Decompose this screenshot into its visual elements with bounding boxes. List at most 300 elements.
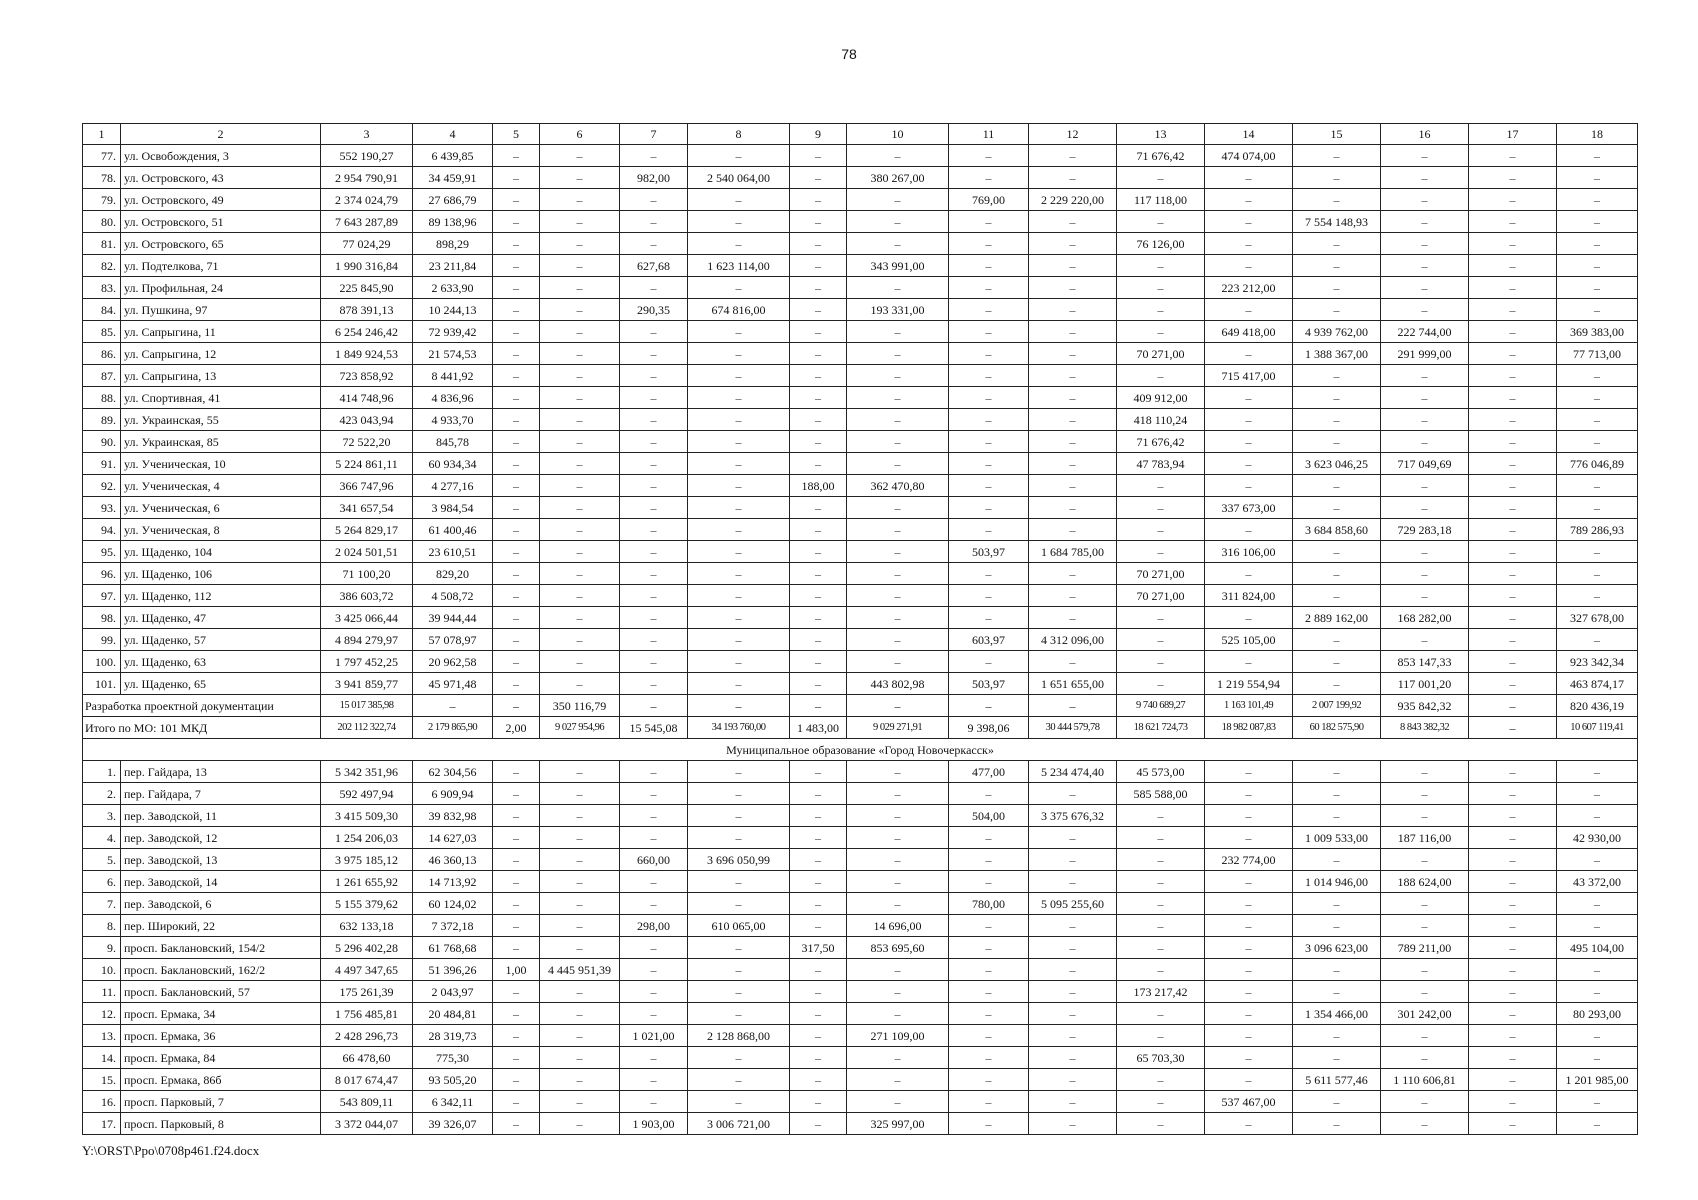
table-row: [83, 365, 1638, 387]
value-cell: –: [1205, 233, 1293, 255]
value-cell: –: [1029, 937, 1117, 959]
value-cell: –: [540, 233, 620, 255]
table-row: [83, 1025, 1638, 1047]
value-cell: 9 029 271,91: [847, 717, 949, 739]
value-cell: –: [847, 1091, 949, 1113]
table-row: [83, 255, 1638, 277]
row-number: 16.: [83, 1091, 121, 1113]
address-cell: просп. Ермака, 34: [121, 1003, 321, 1025]
value-cell: 409 912,00: [1117, 387, 1205, 409]
value-cell: –: [1469, 827, 1557, 849]
value-cell: –: [493, 607, 540, 629]
value-cell: –: [790, 1025, 847, 1047]
value-cell: –: [1469, 233, 1557, 255]
value-cell: –: [949, 167, 1029, 189]
value-cell: –: [620, 145, 688, 167]
value-cell: –: [493, 563, 540, 585]
value-cell: 28 319,73: [413, 1025, 493, 1047]
address-cell: просп. Парковый, 8: [121, 1113, 321, 1135]
table-row: [83, 761, 1638, 783]
value-cell: 61 768,68: [413, 937, 493, 959]
column-header: 4: [413, 124, 493, 145]
value-cell: –: [688, 365, 790, 387]
row-number: 3.: [83, 805, 121, 827]
value-cell: 552 190,27: [321, 145, 413, 167]
value-cell: –: [1293, 233, 1381, 255]
value-cell: 1 651 655,00: [1029, 673, 1117, 695]
value-cell: –: [1557, 849, 1638, 871]
value-cell: –: [1293, 1113, 1381, 1135]
address-cell: ул. Пушкина, 97: [121, 299, 321, 321]
value-cell: –: [1029, 959, 1117, 981]
value-cell: 42 930,00: [1557, 827, 1638, 849]
file-path-footer: Y:\ORST\Ppo\0708p461.f24.docx: [82, 1143, 260, 1158]
value-cell: –: [790, 453, 847, 475]
value-cell: –: [790, 959, 847, 981]
value-cell: –: [790, 343, 847, 365]
value-cell: 503,97: [949, 673, 1029, 695]
value-cell: –: [493, 167, 540, 189]
address-cell: ул. Сапрыгина, 13: [121, 365, 321, 387]
address-cell: пер. Заводской, 6: [121, 893, 321, 915]
value-cell: –: [790, 387, 847, 409]
value-cell: –: [1381, 585, 1469, 607]
value-cell: –: [620, 233, 688, 255]
row-number: 7.: [83, 893, 121, 915]
value-cell: 30 444 579,78: [1029, 717, 1117, 739]
value-cell: 715 417,00: [1205, 365, 1293, 387]
value-cell: 77 024,29: [321, 233, 413, 255]
value-cell: –: [620, 871, 688, 893]
row-number: 95.: [83, 541, 121, 563]
value-cell: –: [620, 761, 688, 783]
table-row: [83, 387, 1638, 409]
value-cell: –: [847, 805, 949, 827]
address-cell: ул. Ученическая, 10: [121, 453, 321, 475]
value-cell: 61 400,46: [413, 519, 493, 541]
value-cell: –: [1293, 761, 1381, 783]
table-row: [83, 871, 1638, 893]
table-row: [83, 189, 1638, 211]
value-cell: –: [847, 365, 949, 387]
value-cell: –: [493, 1069, 540, 1091]
value-cell: –: [1469, 167, 1557, 189]
value-cell: –: [1205, 937, 1293, 959]
value-cell: –: [847, 761, 949, 783]
value-cell: –: [1293, 1025, 1381, 1047]
address-cell: ул. Островского, 65: [121, 233, 321, 255]
section-title: Муниципальное образование «Город Новочеркасск»: [83, 739, 1638, 761]
value-cell: 4 312 096,00: [1029, 629, 1117, 651]
address-cell: ул. Освобождения, 3: [121, 145, 321, 167]
table-row: [83, 145, 1638, 167]
value-cell: –: [540, 1003, 620, 1025]
value-cell: –: [847, 277, 949, 299]
value-cell: –: [1469, 915, 1557, 937]
value-cell: –: [1029, 695, 1117, 717]
value-cell: –: [493, 1047, 540, 1069]
value-cell: –: [1205, 827, 1293, 849]
value-cell: –: [1469, 145, 1557, 167]
value-cell: –: [1469, 673, 1557, 695]
value-cell: –: [1557, 893, 1638, 915]
value-cell: –: [1381, 981, 1469, 1003]
value-cell: –: [620, 1069, 688, 1091]
value-cell: 386 603,72: [321, 585, 413, 607]
column-header: 12: [1029, 124, 1117, 145]
column-header: 16: [1381, 124, 1469, 145]
value-cell: –: [847, 893, 949, 915]
value-cell: –: [790, 761, 847, 783]
value-cell: –: [847, 1069, 949, 1091]
value-cell: 225 845,90: [321, 277, 413, 299]
value-cell: –: [949, 497, 1029, 519]
value-cell: –: [949, 827, 1029, 849]
table-row: [83, 607, 1638, 629]
value-cell: 43 372,00: [1557, 871, 1638, 893]
value-cell: –: [1557, 563, 1638, 585]
value-cell: –: [688, 497, 790, 519]
value-cell: –: [1029, 871, 1117, 893]
value-cell: –: [790, 519, 847, 541]
value-cell: –: [1029, 255, 1117, 277]
value-cell: 70 271,00: [1117, 585, 1205, 607]
value-cell: –: [949, 453, 1029, 475]
value-cell: –: [1293, 629, 1381, 651]
value-cell: –: [1029, 1091, 1117, 1113]
value-cell: 21 574,53: [413, 343, 493, 365]
value-cell: –: [688, 629, 790, 651]
value-cell: 543 809,11: [321, 1091, 413, 1113]
value-cell: –: [620, 827, 688, 849]
row-number: 96.: [83, 563, 121, 585]
column-header: 11: [949, 124, 1029, 145]
value-cell: –: [493, 541, 540, 563]
value-cell: –: [540, 563, 620, 585]
value-cell: –: [949, 365, 1029, 387]
value-cell: –: [949, 277, 1029, 299]
value-cell: –: [1205, 893, 1293, 915]
address-cell: просп. Баклановский, 154/2: [121, 937, 321, 959]
value-cell: –: [847, 981, 949, 1003]
row-number: 9.: [83, 937, 121, 959]
value-cell: 3 941 859,77: [321, 673, 413, 695]
address-cell: просп. Ермака, 84: [121, 1047, 321, 1069]
value-cell: –: [949, 299, 1029, 321]
value-cell: –: [540, 937, 620, 959]
value-cell: 2 954 790,91: [321, 167, 413, 189]
value-cell: –: [1029, 475, 1117, 497]
value-cell: –: [1029, 981, 1117, 1003]
table-row: [83, 805, 1638, 827]
value-cell: –: [688, 189, 790, 211]
address-cell: ул. Щаденко, 112: [121, 585, 321, 607]
value-cell: –: [1557, 915, 1638, 937]
value-cell: –: [847, 211, 949, 233]
row-number: 92.: [83, 475, 121, 497]
value-cell: –: [1117, 497, 1205, 519]
value-cell: –: [949, 937, 1029, 959]
value-cell: 3 623 046,25: [1293, 453, 1381, 475]
value-cell: –: [847, 519, 949, 541]
value-cell: 9 740 689,27: [1117, 695, 1205, 717]
value-cell: –: [620, 431, 688, 453]
value-cell: –: [1557, 409, 1638, 431]
value-cell: 775,30: [413, 1047, 493, 1069]
value-cell: –: [1557, 167, 1638, 189]
address-cell: ул. Ученическая, 8: [121, 519, 321, 541]
value-cell: 878 391,13: [321, 299, 413, 321]
row-number: 8.: [83, 915, 121, 937]
value-cell: –: [790, 299, 847, 321]
value-cell: –: [1117, 937, 1205, 959]
value-cell: –: [688, 145, 790, 167]
address-cell: ул. Щаденко, 104: [121, 541, 321, 563]
design-docs-row: [83, 695, 1638, 717]
value-cell: –: [1117, 1113, 1205, 1135]
value-cell: –: [790, 365, 847, 387]
value-cell: –: [1293, 541, 1381, 563]
value-cell: 188,00: [790, 475, 847, 497]
value-cell: 2,00: [493, 717, 540, 739]
value-cell: –: [688, 783, 790, 805]
row-number: 89.: [83, 409, 121, 431]
value-cell: –: [949, 849, 1029, 871]
value-cell: 2 007 199,92: [1293, 695, 1381, 717]
value-cell: –: [1205, 453, 1293, 475]
value-cell: –: [493, 409, 540, 431]
row-number: 98.: [83, 607, 121, 629]
value-cell: –: [1557, 365, 1638, 387]
value-cell: –: [688, 563, 790, 585]
section-title-row: [83, 739, 1638, 761]
value-cell: 1 021,00: [620, 1025, 688, 1047]
value-cell: –: [1117, 1069, 1205, 1091]
value-cell: 789 211,00: [1381, 937, 1469, 959]
value-cell: –: [1293, 959, 1381, 981]
value-cell: –: [540, 783, 620, 805]
value-cell: –: [1029, 497, 1117, 519]
value-cell: –: [620, 607, 688, 629]
value-cell: –: [1117, 871, 1205, 893]
value-cell: –: [540, 673, 620, 695]
value-cell: –: [493, 277, 540, 299]
value-cell: –: [1469, 255, 1557, 277]
value-cell: 222 744,00: [1381, 321, 1469, 343]
value-cell: 232 774,00: [1205, 849, 1293, 871]
value-cell: –: [1117, 321, 1205, 343]
row-number: 100.: [83, 651, 121, 673]
value-cell: 4 933,70: [413, 409, 493, 431]
value-cell: 20 962,58: [413, 651, 493, 673]
value-cell: 60 182 575,90: [1293, 717, 1381, 739]
value-cell: –: [1205, 651, 1293, 673]
value-cell: –: [847, 607, 949, 629]
address-cell: ул. Щаденко, 57: [121, 629, 321, 651]
value-cell: –: [1293, 145, 1381, 167]
value-cell: –: [1205, 475, 1293, 497]
value-cell: –: [949, 1069, 1029, 1091]
table-row: [83, 1113, 1638, 1135]
value-cell: –: [540, 387, 620, 409]
value-cell: –: [847, 541, 949, 563]
value-cell: –: [790, 981, 847, 1003]
value-cell: 632 133,18: [321, 915, 413, 937]
value-cell: –: [1469, 1025, 1557, 1047]
value-cell: –: [1381, 1047, 1469, 1069]
value-cell: –: [1029, 651, 1117, 673]
value-cell: –: [1293, 563, 1381, 585]
column-header: 14: [1205, 124, 1293, 145]
value-cell: 168 282,00: [1381, 607, 1469, 629]
value-cell: –: [1557, 431, 1638, 453]
value-cell: –: [790, 915, 847, 937]
table-row: [83, 673, 1638, 695]
value-cell: –: [493, 211, 540, 233]
value-cell: 1 388 367,00: [1293, 343, 1381, 365]
value-cell: –: [620, 519, 688, 541]
value-cell: 9 398,06: [949, 717, 1029, 739]
table-row: [83, 497, 1638, 519]
value-cell: –: [620, 211, 688, 233]
value-cell: 474 074,00: [1205, 145, 1293, 167]
value-cell: –: [1469, 937, 1557, 959]
row-number: 11.: [83, 981, 121, 1003]
value-cell: –: [688, 607, 790, 629]
table-row: [83, 541, 1638, 563]
value-cell: –: [1117, 915, 1205, 937]
value-cell: 93 505,20: [413, 1069, 493, 1091]
value-cell: –: [1469, 211, 1557, 233]
value-cell: –: [688, 871, 790, 893]
value-cell: 2 024 501,51: [321, 541, 413, 563]
value-cell: –: [688, 1091, 790, 1113]
value-cell: 3 984,54: [413, 497, 493, 519]
value-cell: –: [847, 629, 949, 651]
value-cell: –: [540, 211, 620, 233]
value-cell: –: [1029, 1113, 1117, 1135]
value-cell: 674 816,00: [688, 299, 790, 321]
value-cell: 853 695,60: [847, 937, 949, 959]
value-cell: 7 554 148,93: [1293, 211, 1381, 233]
value-cell: 982,00: [620, 167, 688, 189]
value-cell: 820 436,19: [1557, 695, 1638, 717]
value-cell: 789 286,93: [1557, 519, 1638, 541]
value-cell: 585 588,00: [1117, 783, 1205, 805]
row-number: 99.: [83, 629, 121, 651]
value-cell: –: [1381, 1091, 1469, 1113]
value-cell: –: [620, 629, 688, 651]
value-cell: –: [1469, 277, 1557, 299]
value-cell: –: [949, 519, 1029, 541]
value-cell: –: [620, 563, 688, 585]
value-cell: –: [1469, 1047, 1557, 1069]
value-cell: –: [949, 475, 1029, 497]
value-cell: –: [1381, 541, 1469, 563]
table-row: [83, 1091, 1638, 1113]
value-cell: –: [1381, 1025, 1469, 1047]
value-cell: –: [1381, 959, 1469, 981]
value-cell: –: [493, 453, 540, 475]
value-cell: –: [790, 541, 847, 563]
value-cell: 3 684 858,60: [1293, 519, 1381, 541]
address-cell: ул. Ученическая, 6: [121, 497, 321, 519]
column-header: 13: [1117, 124, 1205, 145]
value-cell: 2 128 868,00: [688, 1025, 790, 1047]
value-cell: 829,20: [413, 563, 493, 585]
value-cell: –: [540, 805, 620, 827]
value-cell: –: [1381, 893, 1469, 915]
value-cell: –: [493, 431, 540, 453]
value-cell: –: [1205, 431, 1293, 453]
row-number: 4.: [83, 827, 121, 849]
value-cell: –: [688, 959, 790, 981]
value-cell: –: [1381, 365, 1469, 387]
row-number: 90.: [83, 431, 121, 453]
value-cell: 343 991,00: [847, 255, 949, 277]
value-cell: –: [620, 189, 688, 211]
value-cell: –: [1205, 607, 1293, 629]
value-cell: –: [1293, 1091, 1381, 1113]
value-cell: –: [1117, 1003, 1205, 1025]
value-cell: –: [1381, 849, 1469, 871]
value-cell: 1 990 316,84: [321, 255, 413, 277]
value-cell: –: [540, 1069, 620, 1091]
value-cell: 610 065,00: [688, 915, 790, 937]
value-cell: –: [949, 1003, 1029, 1025]
value-cell: –: [1469, 805, 1557, 827]
value-cell: –: [1029, 519, 1117, 541]
table-row: [83, 937, 1638, 959]
value-cell: –: [540, 1113, 620, 1135]
value-cell: 1 849 924,53: [321, 343, 413, 365]
value-cell: 1 254 206,03: [321, 827, 413, 849]
value-cell: –: [1469, 189, 1557, 211]
value-cell: –: [688, 893, 790, 915]
value-cell: –: [1293, 585, 1381, 607]
value-cell: 1 483,00: [790, 717, 847, 739]
address-cell: просп. Баклановский, 162/2: [121, 959, 321, 981]
value-cell: –: [688, 387, 790, 409]
value-cell: 3 415 509,30: [321, 805, 413, 827]
value-cell: –: [1205, 1003, 1293, 1025]
value-cell: 14 713,92: [413, 871, 493, 893]
value-cell: –: [949, 321, 1029, 343]
value-cell: 2 428 296,73: [321, 1025, 413, 1047]
value-cell: –: [688, 321, 790, 343]
value-cell: 4 508,72: [413, 585, 493, 607]
value-cell: –: [1557, 1091, 1638, 1113]
value-cell: –: [1029, 827, 1117, 849]
value-cell: –: [493, 365, 540, 387]
value-cell: 649 418,00: [1205, 321, 1293, 343]
value-cell: 4 894 279,97: [321, 629, 413, 651]
table-row: [83, 233, 1638, 255]
value-cell: –: [790, 827, 847, 849]
row-number: 78.: [83, 167, 121, 189]
value-cell: –: [1469, 563, 1557, 585]
value-cell: –: [847, 145, 949, 167]
value-cell: –: [1469, 783, 1557, 805]
value-cell: 729 283,18: [1381, 519, 1469, 541]
value-cell: –: [949, 255, 1029, 277]
value-cell: 723 858,92: [321, 365, 413, 387]
value-cell: –: [790, 277, 847, 299]
value-cell: –: [540, 629, 620, 651]
value-cell: 301 242,00: [1381, 1003, 1469, 1025]
row-number: 2.: [83, 783, 121, 805]
value-cell: 3 375 676,32: [1029, 805, 1117, 827]
